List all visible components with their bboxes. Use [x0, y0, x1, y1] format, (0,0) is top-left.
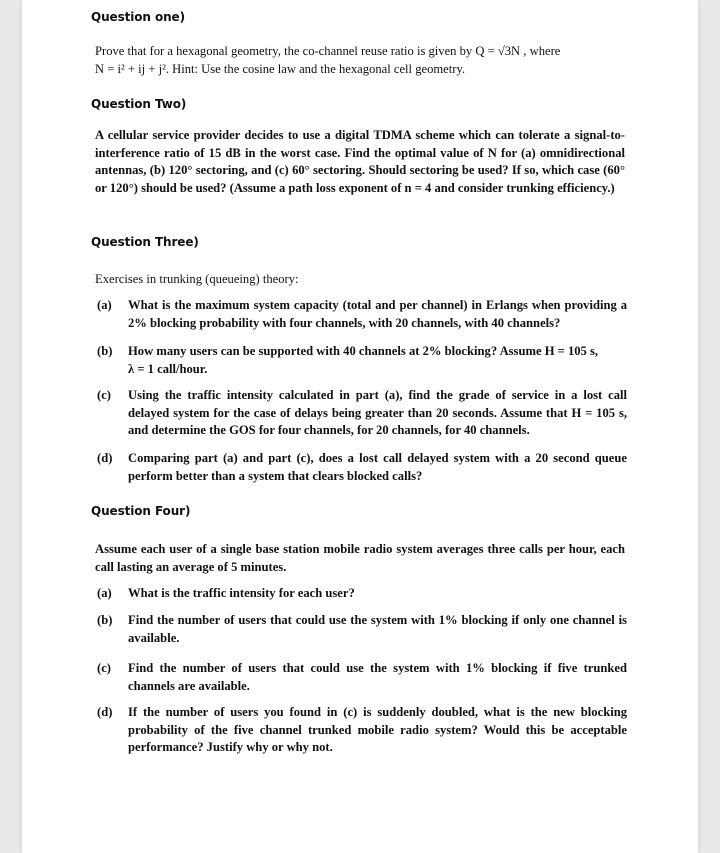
item-text: Using the traffic intensity calculated in part (a), find the grade of service in a lost call delayed system for the case of delays being greater than 20 seconds. Assume that H = 105 s, and determine the GOS for four channels, for 20 channels, for 40 channels.	[128, 388, 627, 437]
item-label: (d)	[97, 705, 113, 719]
question-two-heading: Question Two)	[91, 97, 187, 111]
item-text: Find the number of users that could use the system with 1% blocking if five trunked channels are available.	[128, 661, 627, 693]
question-one-line-1: Prove that for a hexagonal geometry, the co-channel reuse ratio is given by Q = √3N , where	[95, 44, 561, 58]
question-two-text: A cellular service provider decides to use a digital TDMA scheme which can tolerate a signal-to-interference ratio of 15 dB in the worst case. Find the optimal value of N for (a) omnidirectional antennas, (b) 120° sectoring, and (c) 60° sectoring. Should sectoring be used? If so, which case (60° or 120°) should be used? (Assume a path loss exponent of n = 4 and consider trunking efficiency.)	[95, 128, 625, 195]
question-one-heading: Question one)	[91, 10, 185, 24]
item-text: Comparing part (a) and part (c), does a lost call delayed system with a 20 second queue perform better than a system that clears blocked calls?	[128, 451, 627, 483]
item-text-line-2: λ = 1 call/hour.	[128, 361, 208, 376]
item-label: (c)	[97, 661, 111, 675]
item-label: (b)	[97, 613, 113, 627]
question-four-intro: Assume each user of a single base station mobile radio system averages three calls per hour, each call lasting an average of 5 minutes.	[95, 542, 625, 574]
document-page	[22, 0, 698, 853]
item-text: Find the number of users that could use the system with 1% blocking if only one channel is available.	[128, 613, 627, 645]
item-label: (d)	[97, 451, 113, 465]
item-label: (c)	[97, 388, 111, 402]
item-text: What is the maximum system capacity (total and per channel) in Erlangs when providing a 2% blocking probability with four channels, with 20 channels, with 40 channels?	[128, 298, 627, 330]
item-label: (a)	[97, 298, 112, 312]
item-label: (b)	[97, 344, 113, 358]
question-one-line-2: N = i² + ij + j². Hint: Use the cosine law and the hexagonal cell geometry.	[95, 62, 466, 76]
question-three-heading: Question Three)	[91, 235, 199, 249]
question-three-intro: Exercises in trunking (queueing) theory:	[95, 272, 299, 286]
item-text-line-1: How many users can be supported with 40 channels at 2% blocking? Assume H = 105 s,	[128, 344, 599, 358]
item-label: (a)	[97, 586, 112, 600]
item-text: If the number of users you found in (c) is suddenly doubled, what is the new blocking probability of the five channel trunked mobile radio system? Would this be acceptable performance? Justify why or why not.	[128, 705, 627, 754]
item-text: What is the traffic intensity for each user?	[128, 586, 355, 600]
question-four-heading: Question Four)	[91, 504, 191, 518]
